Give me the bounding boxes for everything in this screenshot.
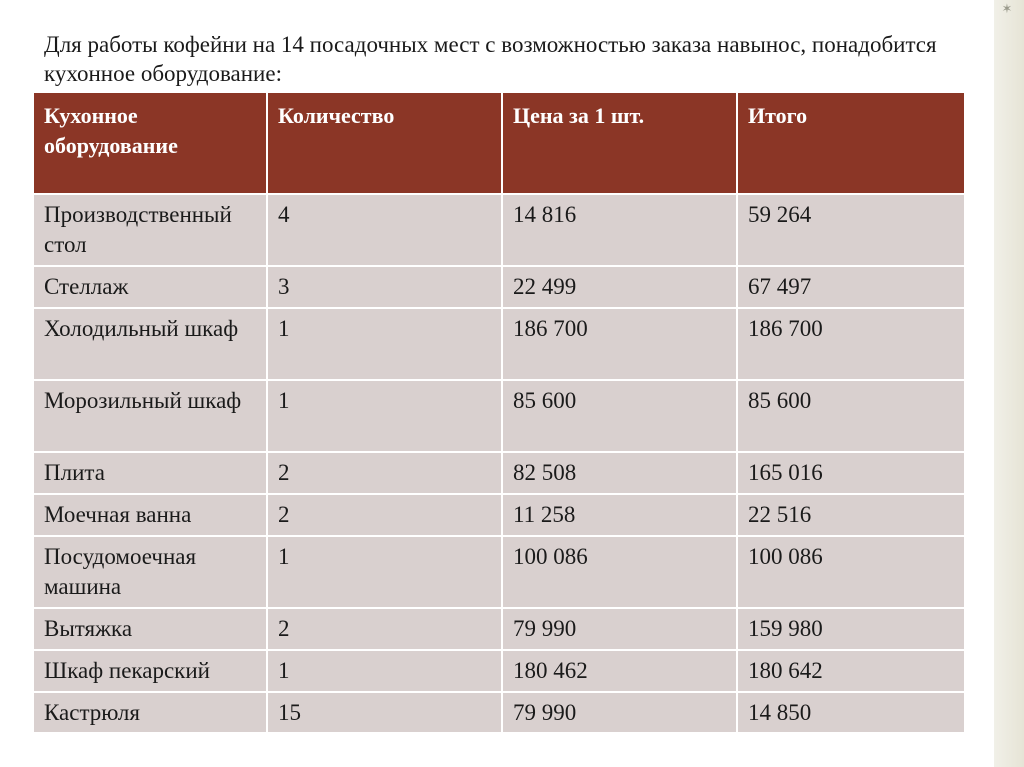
header-equipment: Кухонное оборудование	[33, 92, 267, 194]
cell-unit-price: 100 086	[502, 536, 737, 608]
cell-total: 22 516	[737, 494, 965, 536]
cell-unit-price: 14 816	[502, 194, 737, 266]
cell-equipment: Плита	[33, 452, 267, 494]
table-row	[33, 494, 965, 536]
table-header-row	[33, 92, 965, 194]
cell-equipment: Кастрюля	[33, 692, 267, 733]
table-row	[33, 452, 965, 494]
cell-unit-price: 85 600	[502, 380, 737, 452]
cell-quantity: 1	[267, 308, 502, 380]
table-row	[33, 692, 965, 733]
header-total: Итого	[737, 92, 965, 194]
cell-total: 180 642	[737, 650, 965, 692]
cell-unit-price: 82 508	[502, 452, 737, 494]
cell-equipment: Стеллаж	[33, 266, 267, 308]
table-row	[33, 308, 965, 380]
table-row	[33, 380, 965, 452]
cell-total: 159 980	[737, 608, 965, 650]
cell-quantity: 1	[267, 380, 502, 452]
cell-total: 14 850	[737, 692, 965, 733]
cell-equipment: Производственный стол	[33, 194, 267, 266]
header-unit-price: Цена за 1 шт.	[502, 92, 737, 194]
table-row	[33, 266, 965, 308]
cell-equipment: Холодильный шкаф	[33, 308, 267, 380]
equipment-table	[32, 91, 966, 734]
cell-quantity: 4	[267, 194, 502, 266]
cell-quantity: 2	[267, 452, 502, 494]
cell-unit-price: 180 462	[502, 650, 737, 692]
table-row	[33, 536, 965, 608]
cell-equipment: Моечная ванна	[33, 494, 267, 536]
cell-equipment: Шкаф пекарский	[33, 650, 267, 692]
cell-equipment: Вытяжка	[33, 608, 267, 650]
decorative-side-band	[994, 0, 1024, 767]
cell-unit-price: 11 258	[502, 494, 737, 536]
slide-title: Для работы кофейни на 14 посадочных мест с возможностью заказа навынос, понадобится кухонное оборудование:	[44, 32, 937, 86]
cell-quantity: 3	[267, 266, 502, 308]
cell-unit-price: 79 990	[502, 692, 737, 733]
cell-quantity: 2	[267, 608, 502, 650]
table-row	[33, 194, 965, 266]
header-quantity: Количество	[267, 92, 502, 194]
table-row	[33, 608, 965, 650]
cell-unit-price: 79 990	[502, 608, 737, 650]
cell-quantity: 2	[267, 494, 502, 536]
cell-total: 100 086	[737, 536, 965, 608]
cell-unit-price: 22 499	[502, 266, 737, 308]
cell-equipment: Посудомоечная машина	[33, 536, 267, 608]
cell-quantity: 1	[267, 536, 502, 608]
cell-quantity: 1	[267, 650, 502, 692]
cell-equipment: Морозильный шкаф	[33, 380, 267, 452]
cell-total: 165 016	[737, 452, 965, 494]
cell-total: 67 497	[737, 266, 965, 308]
cell-total: 85 600	[737, 380, 965, 452]
cell-quantity: 15	[267, 692, 502, 733]
cell-total: 186 700	[737, 308, 965, 380]
table-row	[33, 650, 965, 692]
cell-total: 59 264	[737, 194, 965, 266]
cell-unit-price: 186 700	[502, 308, 737, 380]
sparkle-icon: ✶	[1001, 1, 1013, 16]
